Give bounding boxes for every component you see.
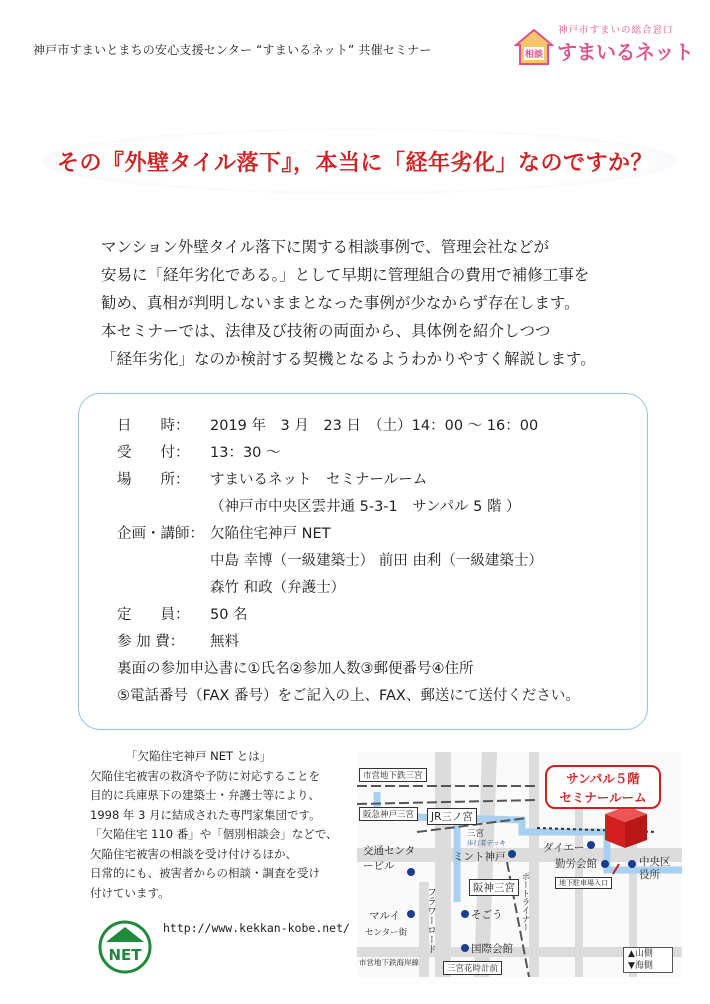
net-desc-heading: 「欠陥住宅神戸 NET とは」 — [126, 749, 272, 763]
map-label-port-liner: ポートライナー — [520, 872, 530, 932]
net-url-link[interactable]: http://www.kekkan-kobe.net/ — [163, 921, 350, 935]
net-logo-icon — [98, 920, 152, 974]
logo-badge-text: 相談 — [524, 50, 544, 60]
map-label-marui: マルイ — [369, 910, 400, 922]
map-label-jr: JR三ノ宮 — [427, 808, 477, 825]
map-label-mint: ミント神戸 — [453, 851, 506, 863]
intro-line: 「経年劣化」なのか検討する契機となるようわかりやすく解説します。 — [101, 350, 596, 368]
capacity-value: 50 名 — [210, 607, 248, 623]
intro-line: マンション外壁タイル落下に関する相談事例で、管理会社などが — [101, 238, 550, 256]
reception-label: 受 付： — [117, 445, 190, 461]
house-icon — [514, 28, 554, 66]
map-label-center-gai: センター街 — [365, 928, 408, 938]
capacity-row — [117, 603, 248, 624]
legend-north: ▲山側 — [628, 949, 653, 959]
intro-line: 勧め、真相が判明しないままとなった事例が少なからず存在します。 — [101, 294, 580, 312]
net-desc-line: 1998 年 3 月に結成された専門家集団です。 — [90, 807, 321, 822]
map-label-subway-sannomiya: 市営地下鉄三宮 — [359, 768, 427, 782]
legend-south: ▼海側 — [628, 961, 653, 971]
intro-line: 安易に「経年劣化である。」として早期に管理組合の費用で補修工事を — [101, 266, 590, 284]
net-logo-text: NET — [108, 946, 142, 964]
access-map — [357, 752, 682, 977]
capacity-label: 定 員： — [117, 607, 190, 623]
map-label-hanadokei: 三宮花時計前 — [443, 961, 502, 975]
lecturer-row — [117, 522, 330, 543]
map-label-parking: 地下駐車場入口 — [555, 877, 612, 889]
lecturer-names-2: 森竹 和政（弁護士） — [210, 580, 346, 596]
net-desc-line: 欠陥住宅被害の相談を受け付けるほか、 — [90, 846, 297, 861]
map-label-kokusai: 国際会館 — [471, 943, 513, 955]
map-label-daiei: ダイエー — [543, 842, 585, 854]
place-address: （神戸市中央区雲井通 5-3-1 サンパル 5 階 ） — [210, 499, 521, 515]
lecturer-names-1: 中島 幸博（一級建築士） 前田 由利（一級建築士） — [210, 553, 543, 569]
logo-tagline: 神戸市すまいの総合窓口 — [558, 25, 674, 36]
map-label-kinro: 勤労会館 — [555, 858, 597, 870]
apply-line-2: ⑤電話番号（FAX 番号）をご記入の上、FAX、郵送にて送付ください。 — [117, 688, 580, 704]
reception-row — [117, 441, 281, 462]
place-row — [117, 468, 427, 489]
callout-line-2: セミナールーム — [559, 790, 647, 805]
map-label-kotsu-center: 交通センタービル — [363, 845, 416, 872]
net-description — [90, 747, 350, 903]
seminar-room-callout — [545, 765, 661, 809]
fee-value: 無料 — [210, 634, 239, 650]
lecturer-label: 企画・講師： — [117, 526, 204, 542]
map-label-sogo: そごう — [471, 909, 503, 921]
map-label-sannomiya: 三宮 — [467, 829, 485, 839]
map-legend — [623, 947, 673, 973]
net-desc-line: 欠陥住宅被害の救済や予防に対応することを — [90, 768, 320, 783]
organizer-text: 神戸市すまいとまちの安心支援センター “すまいるネット” 共催セミナー — [33, 43, 432, 57]
page-title: その『外壁タイル落下』，本当に「経年劣化」なのですか？ — [56, 151, 654, 176]
map-label-chuo-ward: 中央区役所 — [639, 856, 671, 881]
date-row — [117, 414, 538, 435]
net-desc-line: 目的に兵庫県下の建築士・弁護士等により、 — [90, 788, 320, 802]
date-label: 日 時： — [117, 418, 190, 434]
sumairu-net-logo — [514, 22, 694, 72]
net-desc-line: 付けています。 — [90, 885, 170, 900]
logo-name: すまいるネット — [557, 40, 694, 64]
map-label-hankyu: 阪急神戸三宮 — [359, 807, 418, 821]
date-value: 2019 年 3 月 23 日 （土）14：00 ～ 16：00 — [210, 418, 539, 434]
intro-line: 本セミナーでは、法律及び技術の両面から、具体例を紹介しつつ — [101, 322, 551, 340]
intro-paragraph — [101, 233, 661, 373]
place-label: 場 所： — [117, 472, 190, 488]
net-desc-line: 「欠陥住宅 110 番」や「個別相談会」などで、 — [90, 827, 338, 841]
map-label-deck: 歩行者デッキ — [467, 839, 506, 847]
fee-row — [117, 630, 239, 651]
reception-value: 13：30 ～ — [210, 445, 281, 461]
fee-label: 参 加 費： — [117, 634, 185, 650]
callout-line-1: サンパル５階 — [566, 771, 640, 786]
place-value: すまいるネット セミナールーム — [210, 472, 428, 488]
map-label-kaigan-line: 市営地下鉄海岸線 — [359, 958, 419, 967]
map-label-hanshin: 阪神三宮 — [469, 879, 519, 896]
lecturer-org: 欠陥住宅神戸 NET — [210, 526, 331, 542]
net-desc-line: 日常的にも、被害者からの相談・調査を受け — [90, 866, 320, 880]
map-label-flower-road: フラワーロード — [425, 887, 436, 954]
apply-line-1: 裏面の参加申込書に①氏名②参加人数③郵便番号④住所 — [117, 661, 474, 677]
